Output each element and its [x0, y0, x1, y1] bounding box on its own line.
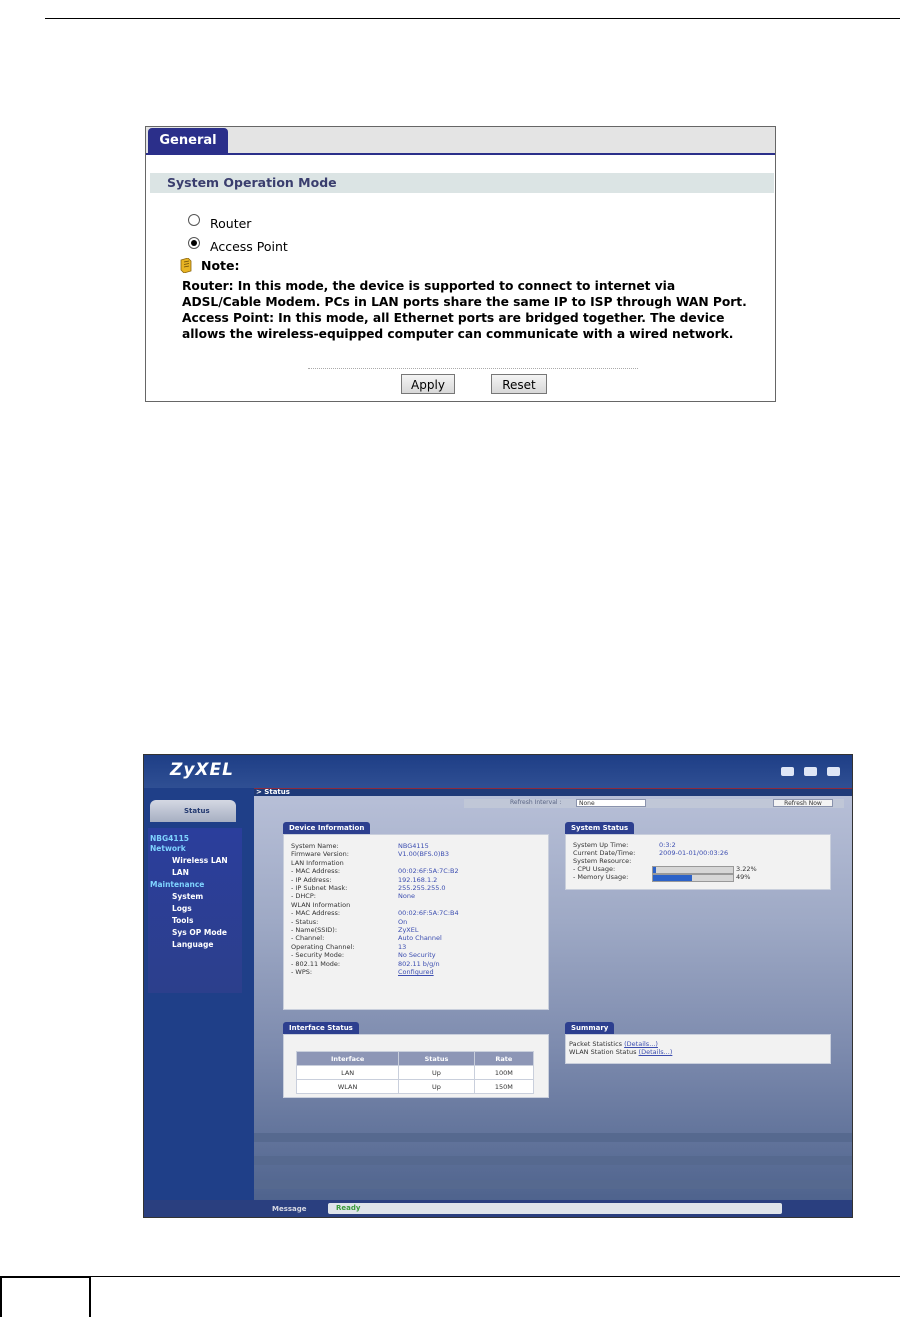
device-info-value: 00:02:6F:5A:7C:B4: [398, 909, 459, 918]
device-info-label: Firmware Version:: [291, 850, 349, 859]
cpu-label: - CPU Usage:: [573, 865, 616, 873]
table-cell: Up: [399, 1066, 475, 1080]
access-point-option[interactable]: [188, 239, 288, 254]
cpu-value: 3.22%: [736, 865, 757, 873]
table-cell: 100M: [474, 1066, 533, 1080]
breadcrumb: > Status: [256, 788, 290, 796]
page-number-box: [0, 1276, 91, 1317]
decorative-stripe: [254, 1133, 852, 1142]
menu-tools[interactable]: Tools: [172, 916, 194, 925]
wlan-station-row: [569, 1048, 672, 1056]
menu-device[interactable]: NBG4115: [150, 834, 190, 843]
device-info-label: LAN Information: [291, 858, 344, 867]
device-info-label: - Channel:: [291, 934, 325, 943]
header-rule: [45, 18, 900, 19]
date-value: 2009-01-01/00:03:26: [659, 849, 729, 857]
message-value: Ready: [328, 1203, 782, 1214]
packet-stats-link[interactable]: (Details...): [624, 1040, 658, 1048]
table-cell: 150M: [474, 1080, 533, 1094]
menu-wireless-lan[interactable]: Wireless LAN: [172, 856, 228, 865]
divider: [308, 368, 638, 369]
main-area: [254, 796, 852, 1216]
device-info-label: - DHCP:: [291, 892, 316, 901]
resource-label: System Resource:: [573, 857, 632, 865]
memory-usage-fill: [653, 875, 692, 881]
device-info-value: 00:02:6F:5A:7C:B2: [398, 867, 459, 876]
refresh-label: Refresh Interval :: [510, 799, 562, 806]
device-info-value: V1.00(BFS.0)B3: [398, 850, 449, 859]
app-header: [144, 755, 852, 789]
device-info-label: - 802.11 Mode:: [291, 959, 341, 968]
menu-logs[interactable]: Logs: [172, 904, 192, 913]
menu-network[interactable]: Network: [150, 844, 186, 853]
decorative-stripe: [254, 1180, 852, 1189]
device-info-value: ZyXEL: [398, 926, 419, 934]
footer-rule: [91, 1276, 900, 1277]
interface-table: [296, 1051, 534, 1094]
device-info-value: On: [398, 917, 408, 926]
system-status-box: [565, 834, 831, 890]
message-label: Message: [272, 1205, 307, 1213]
wlan-station-label: WLAN Station Status: [569, 1048, 637, 1056]
tab-general[interactable]: General: [148, 128, 228, 153]
note-line: allows the wireless-equipped computer can communicate with a wired network.: [182, 327, 734, 341]
menu-language[interactable]: Language: [172, 940, 214, 949]
menu-system[interactable]: System: [172, 892, 204, 901]
device-info-label: - Status:: [291, 917, 319, 926]
column-header: Rate: [474, 1052, 533, 1066]
device-info-label: WLAN Information: [291, 900, 351, 909]
note-icon: [180, 258, 192, 273]
interface-status-box: [283, 1034, 549, 1098]
uptime-value: 0:3:2: [659, 841, 676, 849]
note-label: Note:: [201, 258, 240, 273]
router-radio[interactable]: [188, 214, 200, 226]
memory-label: - Memory Usage:: [573, 873, 629, 881]
access-point-radio[interactable]: [188, 237, 200, 249]
device-info-value: NBG4115: [398, 842, 429, 850]
wps-link[interactable]: Configured: [398, 968, 434, 976]
device-info-label: System Name:: [291, 842, 339, 850]
device-info-label: - MAC Address:: [291, 867, 341, 876]
decorative-stripe: [254, 1156, 852, 1165]
table-cell: LAN: [297, 1066, 399, 1080]
device-info-label: - IP Subnet Mask:: [291, 884, 348, 892]
menu-maintenance[interactable]: Maintenance: [150, 880, 205, 889]
device-info-label: - MAC Address:: [291, 909, 341, 918]
table-header-row: [297, 1052, 534, 1066]
status-screenshot: [143, 754, 853, 1218]
note-heading: [180, 258, 240, 273]
tab-bar: [146, 127, 775, 155]
refresh-select[interactable]: None: [576, 799, 646, 807]
message-bar: [144, 1200, 853, 1218]
cpu-usage-bar: [652, 866, 734, 874]
device-info-label: Operating Channel:: [291, 942, 355, 951]
summary-box: [565, 1034, 831, 1064]
refresh-bar: [464, 799, 844, 808]
access-point-label: Access Point: [210, 239, 288, 254]
header-icons: [781, 767, 840, 776]
device-info-value: 255.255.255.0: [398, 884, 446, 892]
device-info-value: 192.168.1.2: [398, 875, 438, 884]
nav-menu: [148, 828, 242, 993]
table-row: [297, 1080, 534, 1094]
table-cell: WLAN: [297, 1080, 399, 1094]
logout-icon[interactable]: [827, 767, 840, 776]
packet-stats-row: [569, 1040, 658, 1048]
table-row: [297, 1066, 534, 1080]
memory-usage-bar: [652, 874, 734, 882]
note-line: Router: In this mode, the device is supported to connect to internet via: [182, 279, 676, 293]
sidebar: [144, 788, 254, 1218]
cpu-usage-fill: [653, 867, 656, 873]
router-label: Router: [210, 216, 252, 231]
interface-status-title: Interface Status: [283, 1022, 359, 1034]
date-label: Current Date/Time:: [573, 849, 636, 857]
note-line: ADSL/Cable Modem. PCs in LAN ports share the same IP to ISP through WAN Port.: [182, 295, 747, 309]
device-info-value: 13: [398, 942, 407, 951]
device-info-label: - Security Mode:: [291, 951, 345, 960]
summary-title: Summary: [565, 1022, 614, 1034]
column-header: Interface: [297, 1052, 399, 1066]
section-title: System Operation Mode: [150, 173, 774, 193]
device-info-value: Auto Channel: [398, 934, 442, 943]
device-info-value: No Security: [398, 951, 436, 960]
device-info-box: [283, 834, 549, 1010]
router-option[interactable]: [188, 216, 251, 231]
uptime-label: System Up Time:: [573, 841, 629, 849]
device-info-value: None: [398, 892, 415, 901]
apply-button[interactable]: Apply: [401, 374, 455, 394]
status-tab[interactable]: Status: [150, 800, 236, 822]
refresh-now-button[interactable]: Refresh Now: [773, 799, 833, 807]
table-cell: Up: [399, 1080, 475, 1094]
device-info-label: - IP Address:: [291, 875, 332, 884]
device-info-label: - WPS:: [291, 968, 313, 976]
memory-value: 49%: [736, 873, 751, 881]
general-panel: [145, 126, 776, 402]
note-line: Access Point: In this mode, all Ethernet ports are bridged together. The device: [182, 311, 725, 325]
system-status-title: System Status: [565, 822, 634, 834]
packet-stats-label: Packet Statistics: [569, 1040, 623, 1048]
column-header: Status: [399, 1052, 475, 1066]
reset-button[interactable]: Reset: [491, 374, 547, 394]
zyxel-logo: ZyXEL: [170, 760, 234, 780]
help-icon[interactable]: [804, 767, 817, 776]
device-info-label: - Name(SSID):: [291, 926, 338, 934]
menu-sys-op-mode[interactable]: Sys OP Mode: [172, 928, 227, 937]
menu-lan[interactable]: LAN: [172, 868, 189, 877]
wlan-station-link[interactable]: (Details...): [638, 1048, 673, 1056]
device-info-value: 802.11 b/g/n: [398, 959, 440, 968]
wizard-icon[interactable]: [781, 767, 794, 776]
device-info-title: Device Information: [283, 822, 370, 834]
